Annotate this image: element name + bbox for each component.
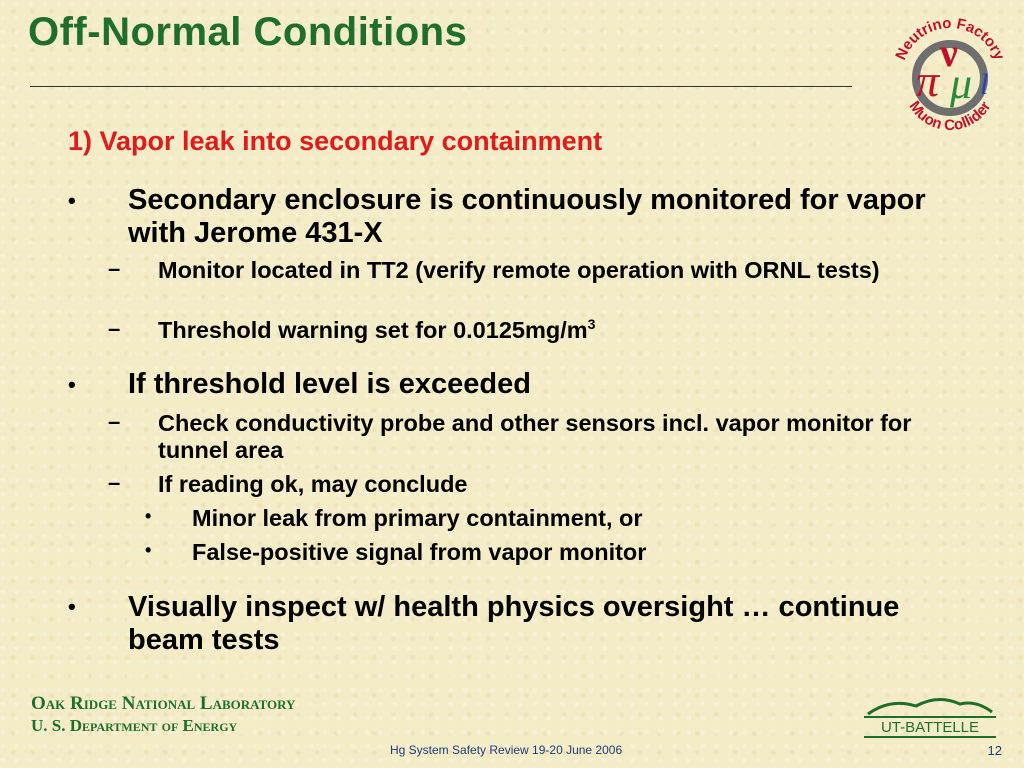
logo-mu-glyph: μ	[950, 59, 973, 108]
logo-nu-glyph: ν	[940, 30, 958, 75]
org-line-2: U. S. Department of Energy	[31, 716, 238, 735]
dash-marker: –	[108, 316, 121, 341]
bullet-visual-inspect: Visually inspect w/ health physics oversight … continue beam tests	[128, 591, 900, 656]
subbullet-threshold-warning	[158, 317, 978, 344]
section-heading: 1) Vapor leak into secondary containment	[68, 126, 603, 156]
title-divider	[30, 86, 852, 87]
ut-battelle-logo	[860, 692, 1000, 742]
threshold-text: Threshold warning set for 0.0125mg/m	[158, 317, 588, 343]
subbullet-check-conductivity: Check conductivity probe and other sensors incl. vapor monitor for tunnel area	[158, 410, 912, 463]
page-number: 12	[987, 743, 1002, 758]
slide-title: Off-Normal Conditions	[28, 10, 468, 54]
bullet-marker: •	[68, 188, 76, 213]
subbullet-monitor-location: Monitor located in TT2 (verify remote operation with ORNL tests)	[158, 257, 880, 283]
logo-pi-glyph: π	[916, 55, 940, 106]
bullet-marker: •	[145, 540, 152, 560]
dash-marker: –	[108, 256, 121, 281]
bullet-threshold-exceeded: If threshold level is exceeded	[128, 368, 531, 400]
logo-bottom-text: Muon Collider	[905, 97, 995, 135]
bullet-marker: •	[145, 506, 152, 526]
ornl-signature	[31, 693, 295, 737]
dash-marker: –	[108, 409, 121, 434]
subbullet-reading-ok: If reading ok, may conclude	[158, 471, 468, 497]
mountain-icon	[868, 699, 992, 714]
logo-top-text: Neutrino Factory	[892, 14, 1008, 63]
subsubbullet-minor-leak: Minor leak from primary containment, or	[192, 505, 643, 531]
bullet-secondary-enclosure: Secondary enclosure is continuously monitored for vapor with Jerome 431-X	[128, 184, 926, 249]
ut-battelle-text: UT-BATTELLE	[880, 719, 980, 736]
bullet-marker: •	[68, 594, 76, 619]
superscript-exponent: 3	[587, 316, 596, 333]
neutrino-factory-logo	[880, 4, 1020, 144]
footer-caption: Hg System Safety Review 19-20 June 2006	[390, 743, 623, 757]
logo-ell-glyph: l	[980, 68, 989, 101]
dash-marker: –	[108, 470, 121, 495]
subsubbullet-false-positive: False-positive signal from vapor monitor	[192, 539, 647, 565]
org-line-1: Oak Ridge National Laboratory	[31, 693, 296, 714]
bullet-marker: •	[68, 372, 76, 397]
